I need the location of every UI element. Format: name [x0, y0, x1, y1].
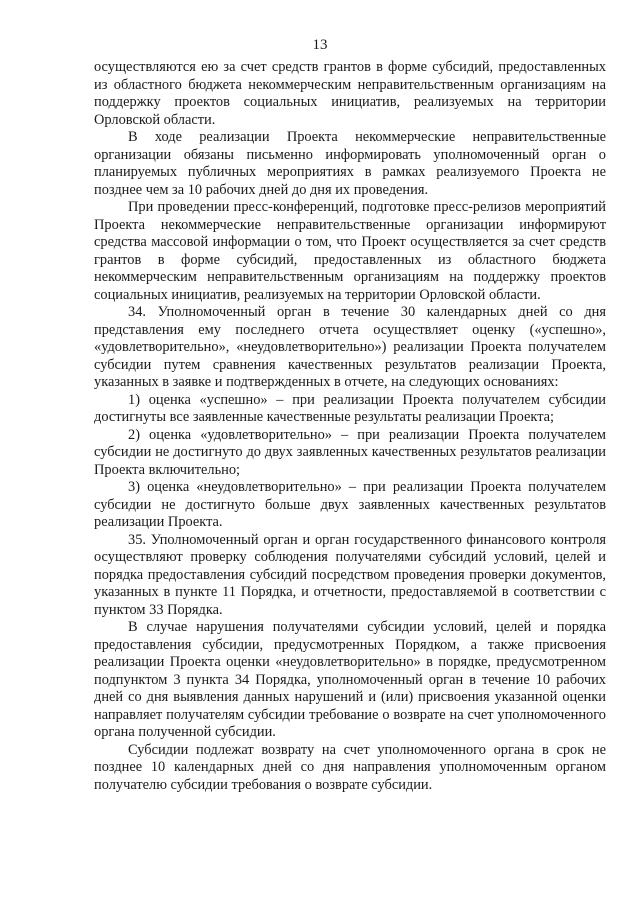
clause-34-item-3: 3) оценка «неудовлетворительно» – при реализации Проекта получателем субсидии не достигнуто больше двух заявленных качественных результатов реализации Проекта. — [94, 479, 606, 530]
clause-35: 35. Уполномоченный орган и орган государственного финансового контроля осуществляют проверку соблюдения получателями субсидий условий, целей и порядка предоставления субсидий посредством проведения проверки документов, указанных в пункте 11 Порядка, и отчетности, предоставляемой в соответствии с пунктом 33 Порядка. — [94, 531, 606, 618]
clause-34-item-1: 1) оценка «успешно» – при реализации Проекта получателем субсидии достигнуты все заявленные качественные результаты реализации Проекта; — [94, 391, 606, 425]
clause-34-item-2: 2) оценка «удовлетворительно» – при реализации Проекта получателем субсидии не достигнуто до двух заявленных качественных результатов реализации Проекта включительно; — [94, 426, 606, 478]
document-body — [94, 59, 606, 794]
paragraph-press: При проведении пресс-конференций, подготовке пресс-релизов мероприятий Проекта некоммерческие неправительственные организации информируют средства массовой информации о том, что Проект осуществляется за счет средств грантов в форме субсидий, предоставленных из областного бюджета некоммерческим неправительственным организациям на поддержку проектов социальных инициатив, реализуемых на территории Орловской области. — [94, 199, 606, 303]
paragraph-violations: В случае нарушения получателями субсидии условий, целей и порядка предоставления субсидии, предусмотренных Порядком, а также присвоения реализации Проекта оценки «неудовлетворительно» в порядке, предусмотренном подпунктом 3 пункта 34 Порядка, уполномоченный орган в течение 10 рабочих дней со дня выявления данных нарушений и (или) присвоения указанной оценки направляет получателям субсидии требование о возврате на счет уполномоченного органа полученной субсидии. — [94, 619, 606, 740]
clause-34: 34. Уполномоченный орган в течение 30 календарных дней со дня представления ему последнего отчета осуществляет оценку («успешно», «удовлетворительно», «неудовлетворительно») реализации Проекта получателем субсидии путем сравнения качественных результатов реализации Проекта, указанных в заявке и подтвержденных в отчете, на следующих основаниях: — [94, 304, 606, 390]
page-number: 13 — [312, 37, 328, 53]
paragraph-continuation: осуществляются ею за счет средств грантов в форме субсидий, предоставленных из областного бюджета некоммерческим неправительственным организациям на поддержку проектов социальных инициатив, реализуемых на территории Орловской области. — [94, 59, 606, 128]
paragraph-refund: Субсидии подлежат возврату на счет уполномоченного органа в срок не позднее 10 календарных дней со дня направления уполномоченным органом получателю субсидии требования о возврате субсидии. — [94, 741, 606, 793]
paragraph-public-events: В ходе реализации Проекта некоммерческие неправительственные организации обязаны письменно информировать уполномоченный орган о планируемых публичных мероприятиях в рамках реализуемого Проекта не позднее чем за 10 рабочих дней до дня их проведения. — [94, 129, 606, 198]
